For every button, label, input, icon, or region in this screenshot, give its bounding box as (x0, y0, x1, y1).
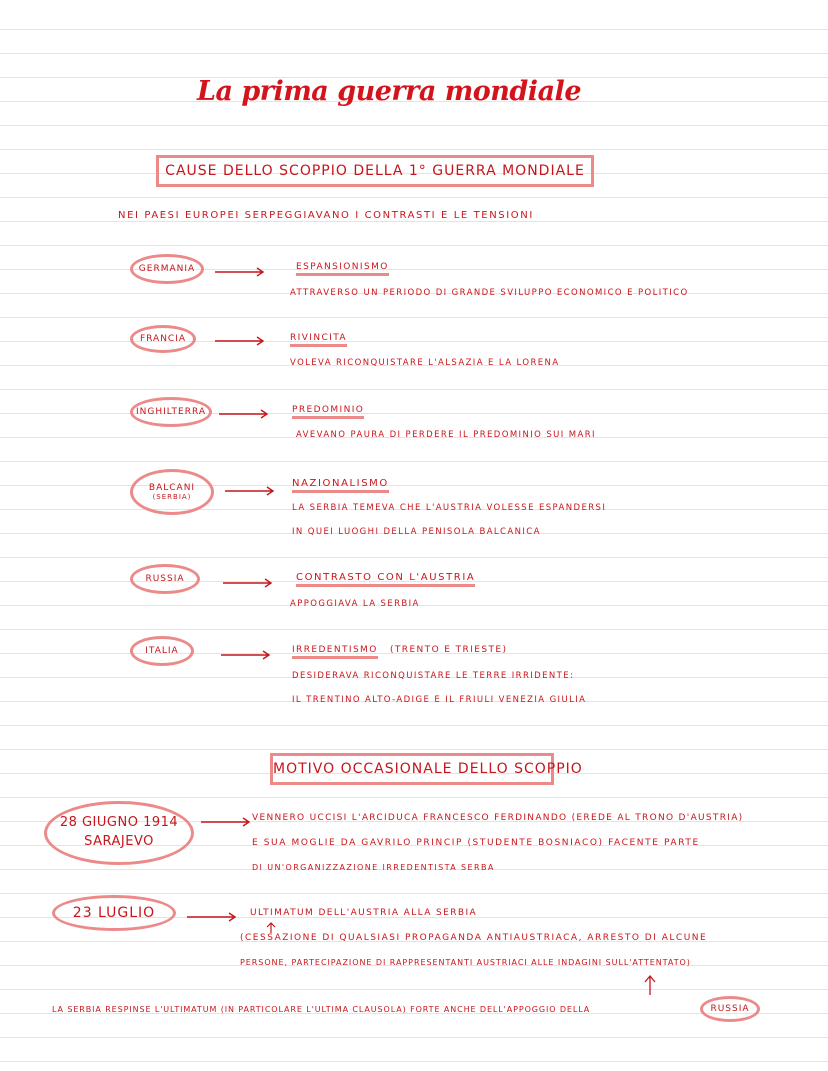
arrow-icon (218, 409, 270, 419)
cause-keyword (296, 262, 389, 272)
arrow-up-icon (643, 974, 657, 1000)
event-description: E SUA MOGLIE DA GAVRILO PRINCIP (STUDENTE BOSNIACO) FACENTE PARTE (252, 838, 700, 848)
cause-keyword (292, 645, 507, 655)
cause-keyword-text: RIVINCITA (290, 333, 347, 347)
country-oval-francia (130, 325, 196, 353)
country-oval-germania (130, 254, 204, 284)
country-oval-italia (130, 636, 194, 666)
arrow-icon (222, 578, 274, 588)
event-description: PERSONE, PARTECIPAZIONE DI RAPPRESENTANTI AUSTRIACI ALLE INDAGINI SULL'ATTENTATO) (240, 958, 691, 967)
country-oval-russia (130, 564, 200, 594)
cause-detail: (TRENTO E TRIESTE) (389, 645, 508, 655)
event-place: SARAJEVO (84, 834, 154, 849)
event-date: 28 GIUGNO 1914 (59, 815, 179, 831)
country-label: INGHILTERRA (135, 406, 207, 417)
russia-circled-label: RUSSIA (710, 1003, 750, 1014)
russia-circle (700, 996, 760, 1022)
arrow-icon (224, 486, 276, 496)
country-label: GERMANIA (138, 263, 196, 274)
cause-keyword (290, 333, 347, 343)
cause-keyword (296, 572, 475, 583)
country-oval-balcani (130, 469, 214, 515)
section-heading-occasion-text: MOTIVO OCCASIONALE DELLO SCOPPIO (273, 761, 583, 777)
section-heading-causes (156, 155, 594, 187)
cause-description: LA SERBIA TEMEVA CHE L'AUSTRIA VOLESSE ESPANDERSI (292, 503, 607, 513)
event-description: ULTIMATUM DELL'AUSTRIA ALLA SERBIA (250, 908, 478, 918)
page-title: La prima guerra mondiale (196, 76, 581, 107)
cause-description: IL TRENTINO ALTO-ADIGE E IL FRIULI VENEZIA GIULIA (292, 695, 587, 705)
country-label: FRANCIA (139, 333, 187, 344)
country-sublabel: (SERBIA) (152, 493, 192, 502)
date-oval-28-giugno (44, 801, 194, 865)
arrow-icon (186, 912, 238, 922)
cause-keyword (292, 405, 364, 415)
intro-text: NEI PAESI EUROPEI SERPEGGIAVANO I CONTRASTI E LE TENSIONI (118, 210, 534, 221)
cause-keyword-text: ESPANSIONISMO (296, 262, 389, 276)
arrow-icon (214, 267, 266, 277)
cause-description: AVEVANO PAURA DI PERDERE IL PREDOMINIO SUI MARI (296, 430, 596, 440)
cause-description: IN QUEI LUOGHI DELLA PENISOLA BALCANICA (292, 527, 541, 537)
cause-description: ATTRAVERSO UN PERIODO DI GRANDE SVILUPPO ECONOMICO E POLITICO (290, 288, 689, 298)
cause-keyword-text: PREDOMINIO (292, 405, 364, 419)
country-label: RUSSIA (145, 573, 185, 584)
conclusion-text: LA SERBIA RESPINSE L'ULTIMATUM (IN PARTICOLARE L'ULTIMA CLAUSOLA) FORTE ANCHE DELL'APPOGGIO DELLA (52, 1005, 591, 1014)
arrow-icon (200, 817, 252, 827)
event-description: (CESSAZIONE DI QUALSIASI PROPAGANDA ANTIAUSTRIACA, ARRESTO DI ALCUNE (240, 933, 708, 943)
date-oval-23-luglio (52, 895, 176, 931)
event-description: DI UN'ORGANIZZAZIONE IRREDENTISTA SERBA (252, 863, 495, 872)
cause-keyword-text: IRREDENTISMO (292, 645, 378, 659)
country-oval-inghilterra (130, 397, 212, 427)
arrow-icon (214, 336, 266, 346)
cause-keyword (292, 478, 389, 489)
country-label: BALCANI (148, 482, 196, 493)
event-description: VENNERO UCCISI L'ARCIDUCA FRANCESCO FERDINANDO (EREDE AL TRONO D'AUSTRIA) (252, 813, 744, 823)
section-heading-occasion (270, 753, 583, 785)
cause-keyword-text: NAZIONALISMO (292, 478, 389, 493)
cause-description: APPOGGIAVA LA SERBIA (290, 599, 420, 609)
cause-keyword-text: CONTRASTO CON L'AUSTRIA (296, 572, 475, 587)
cause-description: DESIDERAVA RICONQUISTARE LE TERRE IRRIDENTE: (292, 671, 575, 681)
section-heading-causes-text: CAUSE DELLO SCOPPIO DELLA 1° GUERRA MONDIALE (165, 163, 585, 179)
country-label: ITALIA (145, 645, 179, 656)
cause-description: VOLEVA RICONQUISTARE L'ALSAZIA E LA LORENA (290, 358, 560, 368)
event-date: 23 LUGLIO (72, 904, 156, 921)
arrow-icon (220, 650, 272, 660)
